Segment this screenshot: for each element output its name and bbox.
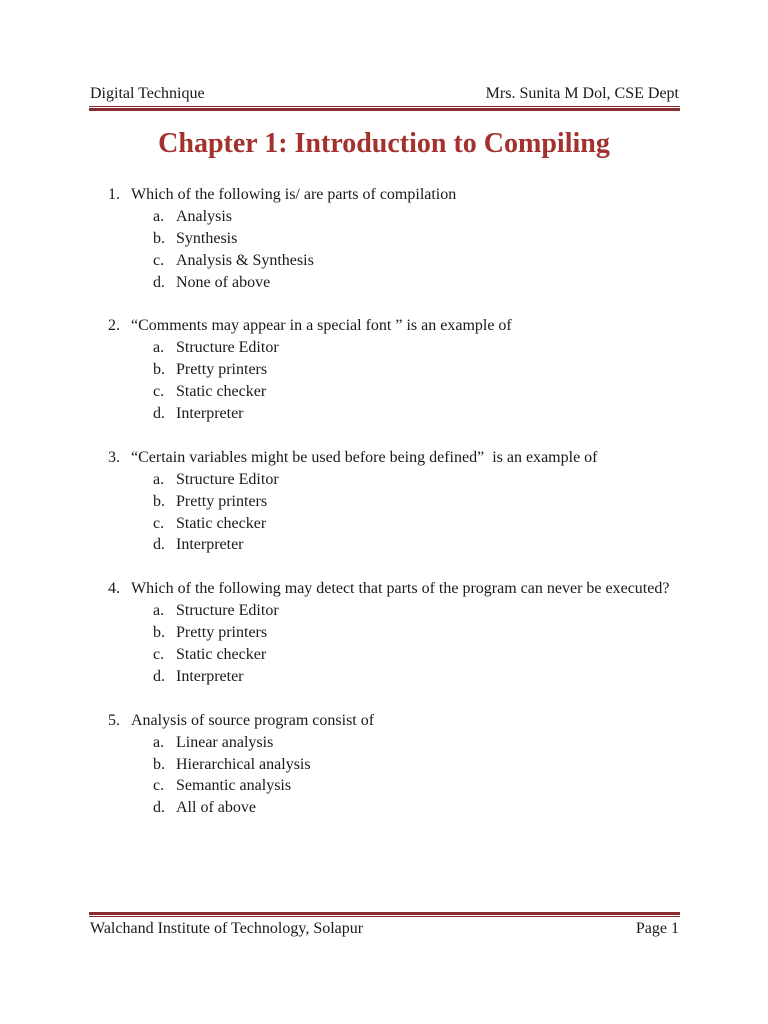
option-item [108, 272, 679, 294]
option-text: Static checker [176, 514, 267, 532]
question-number: 5. [108, 711, 120, 729]
option-letter: d. [153, 536, 165, 554]
footer-divider [89, 912, 680, 917]
question-number: 3. [108, 448, 120, 466]
option-item [108, 534, 679, 556]
question-text: Analysis of source program consist of [131, 711, 375, 729]
option-item [108, 228, 679, 250]
option-text: Structure Editor [176, 339, 279, 357]
option-text: Static checker [176, 383, 267, 401]
option-item [108, 250, 679, 272]
option-letter: d. [153, 273, 165, 291]
question-item [108, 315, 679, 425]
question-item [108, 184, 679, 294]
header-right-text: Mrs. Sunita M Dol, CSE Dept [485, 85, 679, 102]
footer-left-text: Walchand Institute of Technology, Solapur [90, 920, 364, 937]
option-text: All of above [176, 799, 256, 817]
option-item [108, 337, 679, 359]
question-list [108, 184, 679, 841]
option-item [108, 469, 679, 491]
option-text: Hierarchical analysis [176, 755, 311, 773]
option-letter: b. [153, 229, 165, 247]
option-text: Structure Editor [176, 602, 279, 620]
option-text: Synthesis [176, 229, 238, 247]
option-text: Pretty printers [176, 624, 268, 642]
chapter-title: Chapter 1: Introduction to Compiling [158, 128, 610, 159]
option-letter: d. [153, 405, 165, 423]
page-header [90, 84, 679, 104]
option-list [108, 732, 679, 820]
option-item [108, 513, 679, 535]
option-item [108, 775, 679, 797]
option-item [108, 754, 679, 776]
option-text: Interpreter [176, 405, 244, 423]
option-item [108, 666, 679, 688]
option-letter: a. [153, 470, 165, 488]
question-number: 2. [108, 317, 120, 335]
option-item [108, 491, 679, 513]
option-item [108, 644, 679, 666]
option-list [108, 337, 679, 425]
option-item [108, 732, 679, 754]
option-letter: b. [153, 361, 165, 379]
option-letter: c. [153, 514, 165, 532]
option-letter: a. [153, 602, 165, 620]
option-text: Interpreter [176, 667, 244, 685]
question-text: “Comments may appear in a special font ” is an example of [131, 317, 512, 335]
question-item [108, 578, 679, 688]
question-text: Which of the following may detect that parts of the program can never be executed? [131, 580, 670, 598]
option-text: Analysis & Synthesis [176, 251, 314, 269]
option-list [108, 469, 679, 557]
page-footer [90, 919, 679, 939]
option-text: Semantic analysis [176, 777, 292, 795]
option-letter: b. [153, 755, 165, 773]
option-item [108, 797, 679, 819]
question-number: 1. [108, 186, 120, 203]
option-letter: c. [153, 251, 165, 269]
option-letter: c. [153, 645, 165, 663]
option-letter: c. [153, 383, 165, 401]
option-letter: a. [153, 733, 165, 751]
question-item [108, 710, 679, 820]
option-letter: d. [153, 667, 165, 685]
page-number: Page 1 [635, 920, 679, 937]
option-text: Static checker [176, 645, 267, 663]
option-item [108, 600, 679, 622]
header-divider [89, 106, 680, 111]
option-text: Structure Editor [176, 470, 279, 488]
option-letter: c. [153, 777, 165, 795]
option-item [108, 403, 679, 425]
option-list [108, 206, 679, 294]
question-text: “Certain variables might be used before being defined” is an example of [131, 448, 598, 466]
option-text: Linear analysis [176, 733, 274, 751]
option-item [108, 359, 679, 381]
question-item [108, 447, 679, 557]
option-letter: a. [153, 339, 165, 357]
header-left-text: Digital Technique [90, 85, 205, 102]
option-list [108, 600, 679, 688]
option-item [108, 622, 679, 644]
question-number: 4. [108, 580, 120, 598]
option-letter: b. [153, 492, 165, 510]
option-letter: b. [153, 624, 165, 642]
option-text: Pretty printers [176, 361, 268, 379]
option-text: Interpreter [176, 536, 244, 554]
option-text: Pretty printers [176, 492, 268, 510]
option-letter: a. [153, 207, 165, 225]
option-item [108, 381, 679, 403]
option-text: Analysis [176, 207, 232, 225]
option-text: None of above [176, 273, 271, 291]
option-letter: d. [153, 799, 165, 817]
option-item [108, 206, 679, 228]
question-text: Which of the following is/ are parts of compilation [131, 186, 457, 203]
